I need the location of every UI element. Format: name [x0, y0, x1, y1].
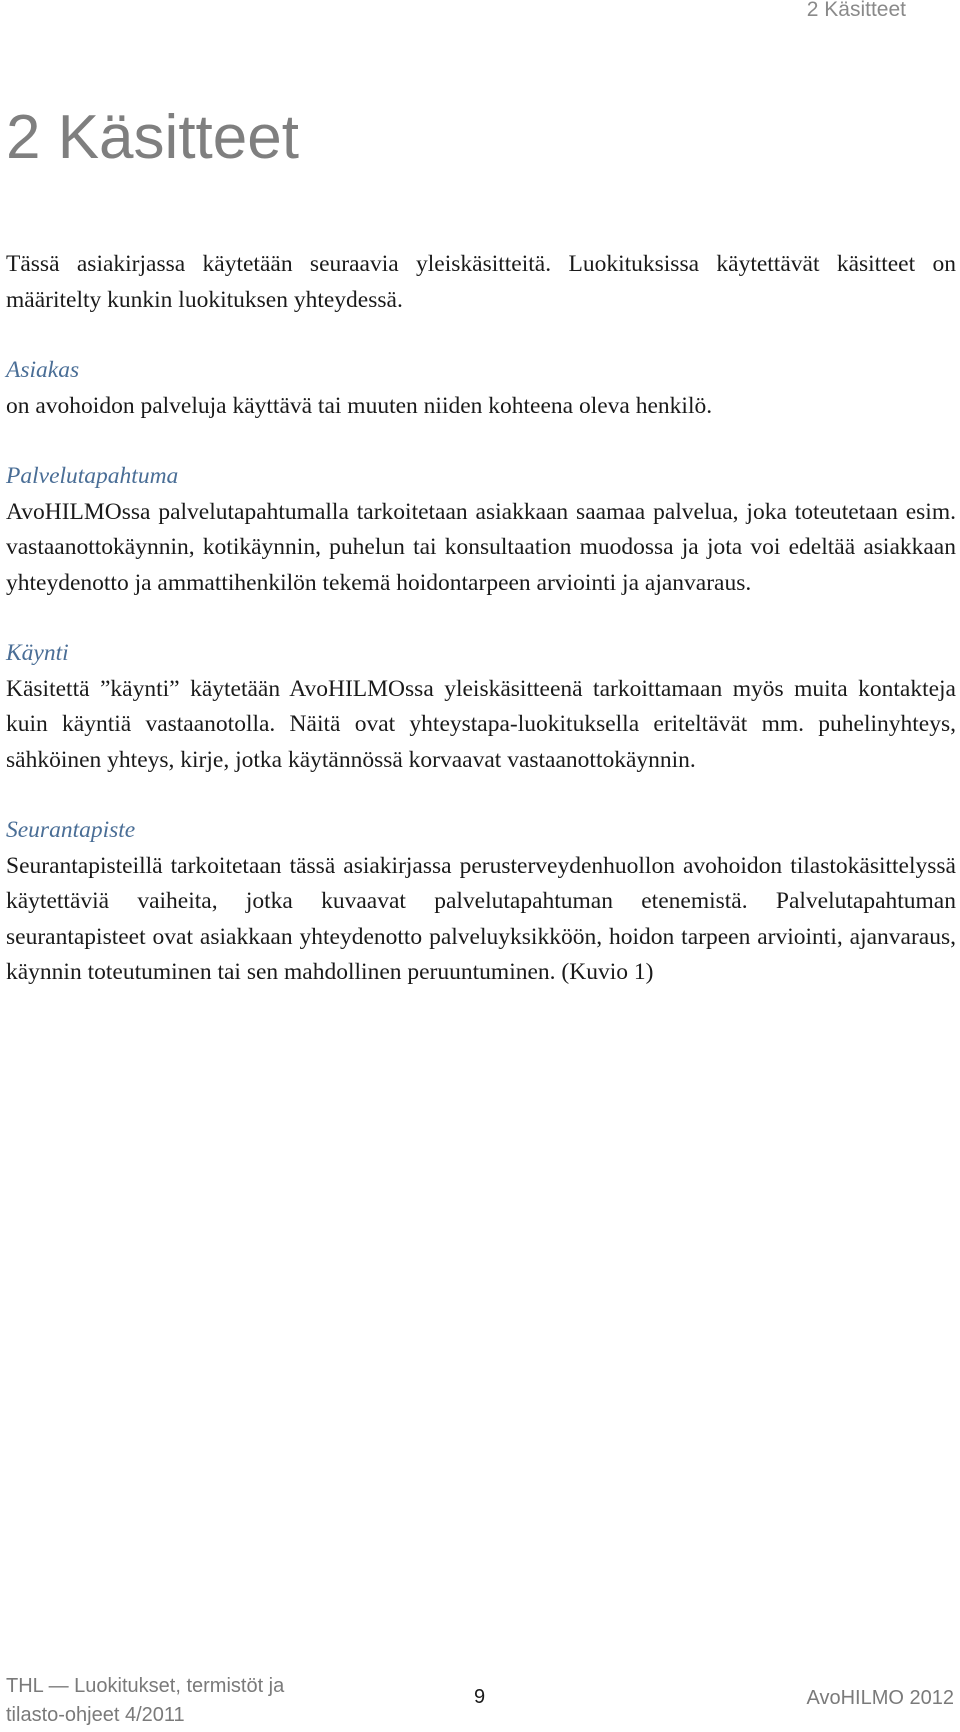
term-definition: Käsitettä ”käynti” käytetään AvoHILMOssa yleiskäsitteenä tarkoittamaan myös muita kontakteja kuin käyntiä vastaanotolla. Näitä ovat yhteystapa-luokituksella eriteltävät mm. puhelinyhteys, sähköinen yhteys, kirje, jotka käytännössä korvaavat vastaanottokäynnin.	[6, 675, 956, 773]
definition-asiakas	[6, 353, 956, 424]
footer-publication-line: tilasto-ohjeet 4/2011	[6, 1704, 185, 1726]
page-number: 9	[474, 1686, 486, 1708]
intro-paragraph: Tässä asiakirjassa käytetään seuraavia yleiskäsitteitä. Luokituksissa käytettävät käsitteet on määritelty kunkin luokituksen yhteydessä.	[6, 251, 956, 313]
term-heading: Palvelutapahtuma	[6, 463, 179, 489]
chapter-title: 2 Käsitteet	[6, 103, 299, 172]
footer-publication	[6, 1672, 284, 1730]
page-footer	[6, 1672, 954, 1732]
running-header: 2 Käsitteet	[806, 0, 906, 21]
definition-palvelutapahtuma	[6, 459, 956, 601]
term-heading: Seurantapiste	[6, 817, 136, 843]
term-heading: Asiakas	[6, 357, 80, 383]
definition-seurantapiste	[6, 813, 956, 991]
definition-kaynti	[6, 636, 956, 778]
term-definition: on avohoidon palveluja käyttävä tai muuten niiden kohteena oleva henkilö.	[6, 392, 713, 419]
term-definition: AvoHILMOssa palvelutapahtumalla tarkoitetaan asiakkaan saamaa palvelua, joka toteutetaan esim. vastaanottokäynnin, kotikäynnin, puhelun tai konsultaation muodossa ja jota voi edeltää asiakkaan yhteydenotto ja ammattihenkilön tekemä hoidontarpeen arviointi ja ajanvaraus.	[6, 498, 956, 596]
term-definition: Seurantapisteillä tarkoitetaan tässä asiakirjassa perusterveydenhuollon avohoidon tilastokäsittelyssä käytettäviä vaiheita, jotka kuvaavat palvelutapahtuman etenemistä. Palvelutapahtuman seurantapisteet ovat asiakkaan yhteydenotto palveluyksikköön, hoidon tarpeen arviointi, ajanvaraus, käynnin toteutuminen tai sen mahdollinen peruuntuminen. (Kuvio 1)	[6, 852, 956, 985]
footer-publication-line: THL — Luokitukset, termistöt ja	[6, 1675, 285, 1697]
footer-document-name: AvoHILMO 2012	[806, 1687, 954, 1709]
document-body	[6, 247, 956, 1026]
term-heading: Käynti	[6, 640, 69, 666]
